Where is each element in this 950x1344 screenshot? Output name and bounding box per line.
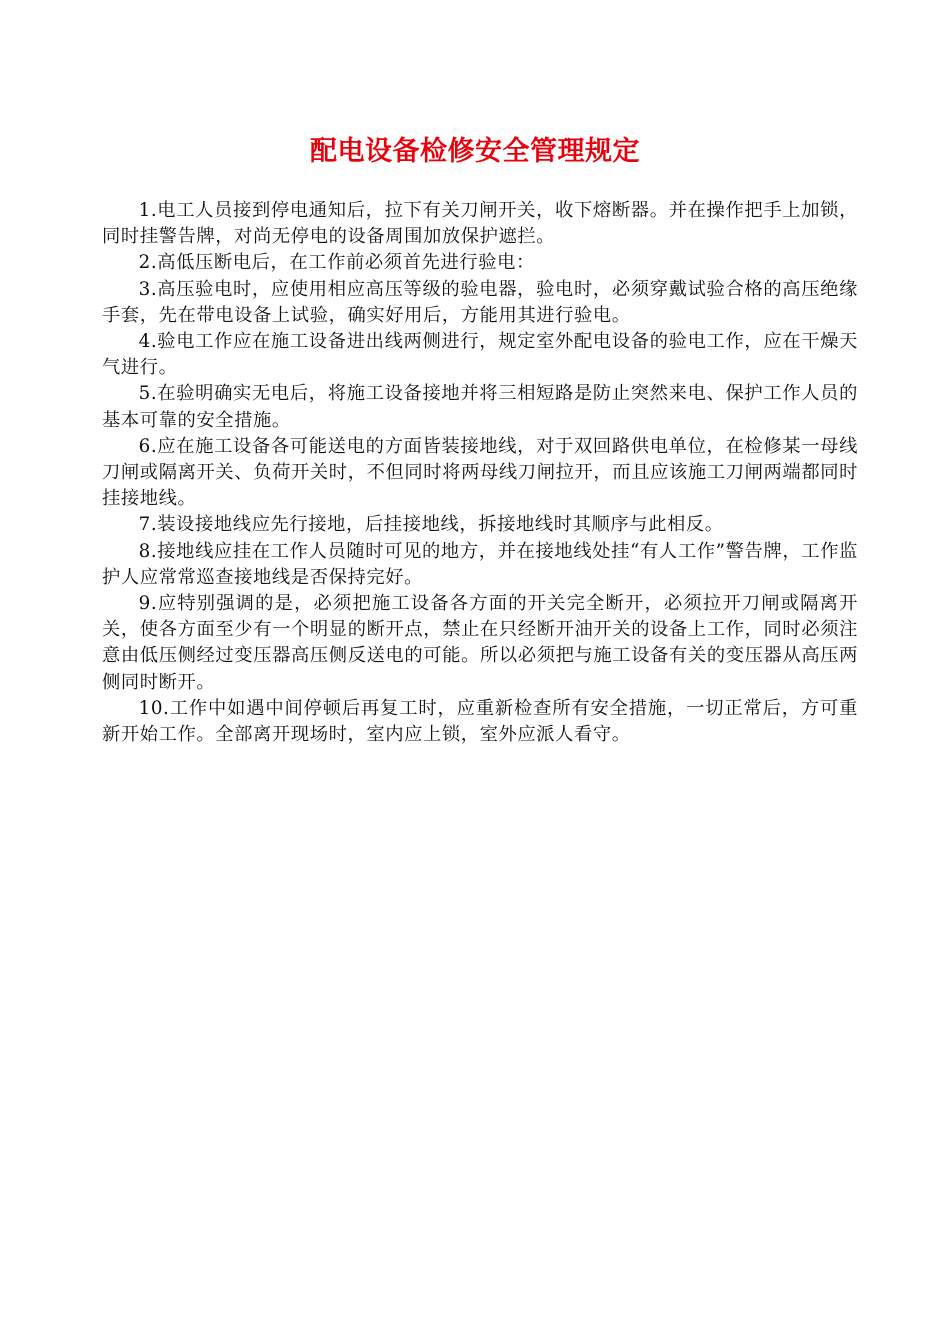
rule-paragraph-10: 10.工作中如遇中间停顿后再复工时，应重新检查所有安全措施，一切正常后，方可重新开始工作。全部离开现场时，室内应上锁，室外应派人看守。 xyxy=(102,697,858,746)
rule-paragraph-5: 5.在验明确实无电后，将施工设备接地并将三相短路是防止突然来电、保护工作人员的基本可靠的安全措施。 xyxy=(102,383,858,431)
rule-paragraph-1: 1.电工人员接到停电通知后，拉下有关刀闸开关，收下熔断器。并在操作把手上加锁，同时挂警告牌，对尚无停电的设备周围加放保护遮拦。 xyxy=(102,200,858,248)
document-body xyxy=(102,198,858,748)
rule-paragraph-2: 2.高低压断电后，在工作前必须首先进行验电： xyxy=(138,252,535,274)
document-title: 配电设备检修安全管理规定 xyxy=(310,136,640,167)
rule-paragraph-8: 8.接地线应挂在工作人员随时可见的地方，并在接地线处挂“有人工作”警告牌，工作监护人应常常巡查接地线是否保持完好。 xyxy=(102,540,858,588)
rule-paragraph-9: 9.应特别强调的是，必须把施工设备各方面的开关完全断开，必须拉开刀闸或隔离开关，使各方面至少有一个明显的断开点，禁止在只经断开油开关的设备上工作，同时必须注意由低压侧经过变压器高压侧反送电的可能。所以必须把与施工设备有关的变压器从高压两侧同时断开。 xyxy=(102,593,858,693)
rule-paragraph-3: 3.高压验电时，应使用相应高压等级的验电器，验电时，必须穿戴试验合格的高压绝缘手套，先在带电设备上试验，确实好用后，方能用其进行验电。 xyxy=(102,278,858,326)
rule-paragraph-4: 4.验电工作应在施工设备进出线两侧进行，规定室外配电设备的验电工作，应在干燥天气进行。 xyxy=(102,331,858,379)
rule-paragraph-6: 6.应在施工设备各可能送电的方面皆装接地线，对于双回路供电单位，在检修某一母线刀闸或隔离开关、负荷开关时，不但同时将两母线刀闸拉开，而且应该施工刀闸两端都同时挂接地线。 xyxy=(102,435,858,510)
rule-paragraph-7: 7.装设接地线应先行接地，后挂接地线，拆接地线时其顺序与此相反。 xyxy=(138,514,724,536)
